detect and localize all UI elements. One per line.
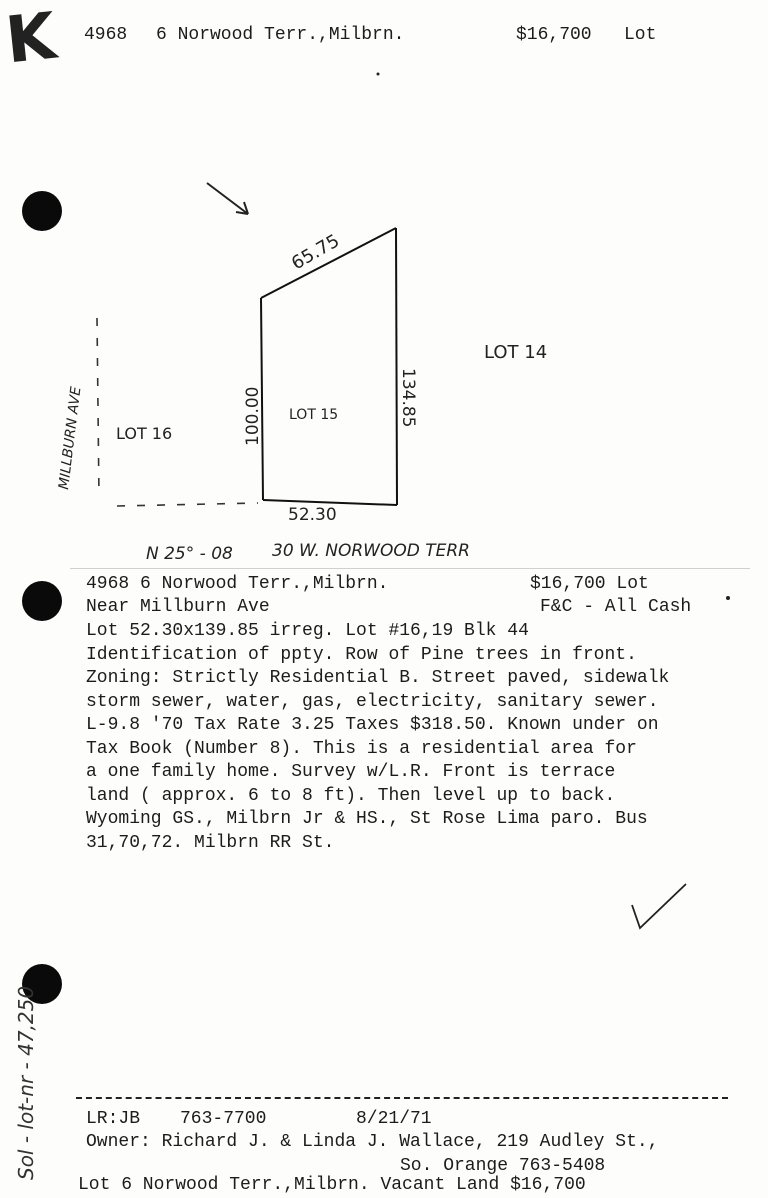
lot-left-label: LOT 16: [116, 424, 173, 443]
dimension-top: 65.75: [288, 230, 344, 275]
bearing-label: N 25° - 08: [146, 544, 233, 564]
section-divider: [70, 568, 750, 569]
listing-line2-right: F&C - All Cash: [540, 597, 692, 617]
listing-body-line: storm sewer, water, gas, electricity, sanitary sewer.: [86, 691, 659, 712]
header-number: 4968: [84, 25, 128, 45]
punch-hole-middle: [22, 581, 62, 621]
footer-owner-line: Owner: Richard J. & Linda J. Wallace, 219 Audley St.,: [86, 1132, 659, 1152]
dimension-left: 100.00: [243, 386, 263, 446]
listing-body-line: Wyoming GS., Milbrn Jr & HS., St Rose Lima paro. Bus: [86, 809, 648, 829]
listing-body-line: a one family home. Survey w/L.R. Front is terrace: [86, 762, 616, 782]
listing-body-line: Lot 52.30x139.85 irreg. Lot #16,19 Blk 44: [86, 621, 529, 641]
street-bottom-label: 30 W. NORWOOD TERR: [272, 541, 470, 561]
footer-agent: LR:JB: [86, 1109, 141, 1129]
footer-phone: 763-7700: [180, 1109, 267, 1129]
margin-note: Sol - lot-nr - 47,250: [14, 985, 38, 1180]
footer-last-line: Lot 6 Norwood Terr.,Milbrn. Vacant Land $16,700: [78, 1175, 586, 1195]
footer-owner-city: So. Orange 763-5408: [400, 1156, 606, 1176]
listing-body-line: land ( approx. 6 to 8 ft). Then level up to back.: [86, 785, 616, 806]
header-address: 6 Norwood Terr.,Milbrn.: [156, 25, 405, 45]
lot-right-label: LOT 14: [484, 342, 548, 363]
listing-body: [86, 620, 669, 855]
arrow-icon: [207, 183, 248, 214]
listing-line2-left: Near Millburn Ave: [86, 597, 270, 617]
listing-body-line: L-9.8 '70 Tax Rate 3.25 Taxes $318.50. Known under on: [86, 715, 659, 735]
card-letter: K: [2, 0, 60, 79]
plot-sketch: [0, 0, 768, 580]
header-type: Lot: [624, 25, 657, 45]
listing-body-line: 31,70,72. Milbrn RR St.: [86, 832, 335, 853]
listing-body-line: Zoning: Strictly Residential B. Street paved, sidewalk: [86, 668, 670, 688]
lot-outline: [261, 228, 397, 505]
lot-center-label: LOT 15: [289, 407, 339, 423]
footer-date: 8/21/71: [356, 1109, 432, 1129]
listing-body-line: Identification of ppty. Row of Pine trees in front.: [86, 644, 637, 665]
listing-line1-price: $16,700 Lot: [530, 574, 649, 594]
listing-body-line: Tax Book (Number 8). This is a residential area for: [86, 738, 637, 759]
street-left-label: MILLBURN AVE: [56, 385, 85, 491]
dimension-bottom: 52.30: [288, 505, 337, 525]
footer-divider: [76, 1097, 728, 1099]
street-dashes: [97, 318, 258, 506]
listing-line1-left: 4968 6 Norwood Terr.,Milbrn.: [86, 574, 389, 594]
dimension-right: 134.85: [398, 368, 418, 428]
header-price: $16,700: [516, 25, 592, 45]
